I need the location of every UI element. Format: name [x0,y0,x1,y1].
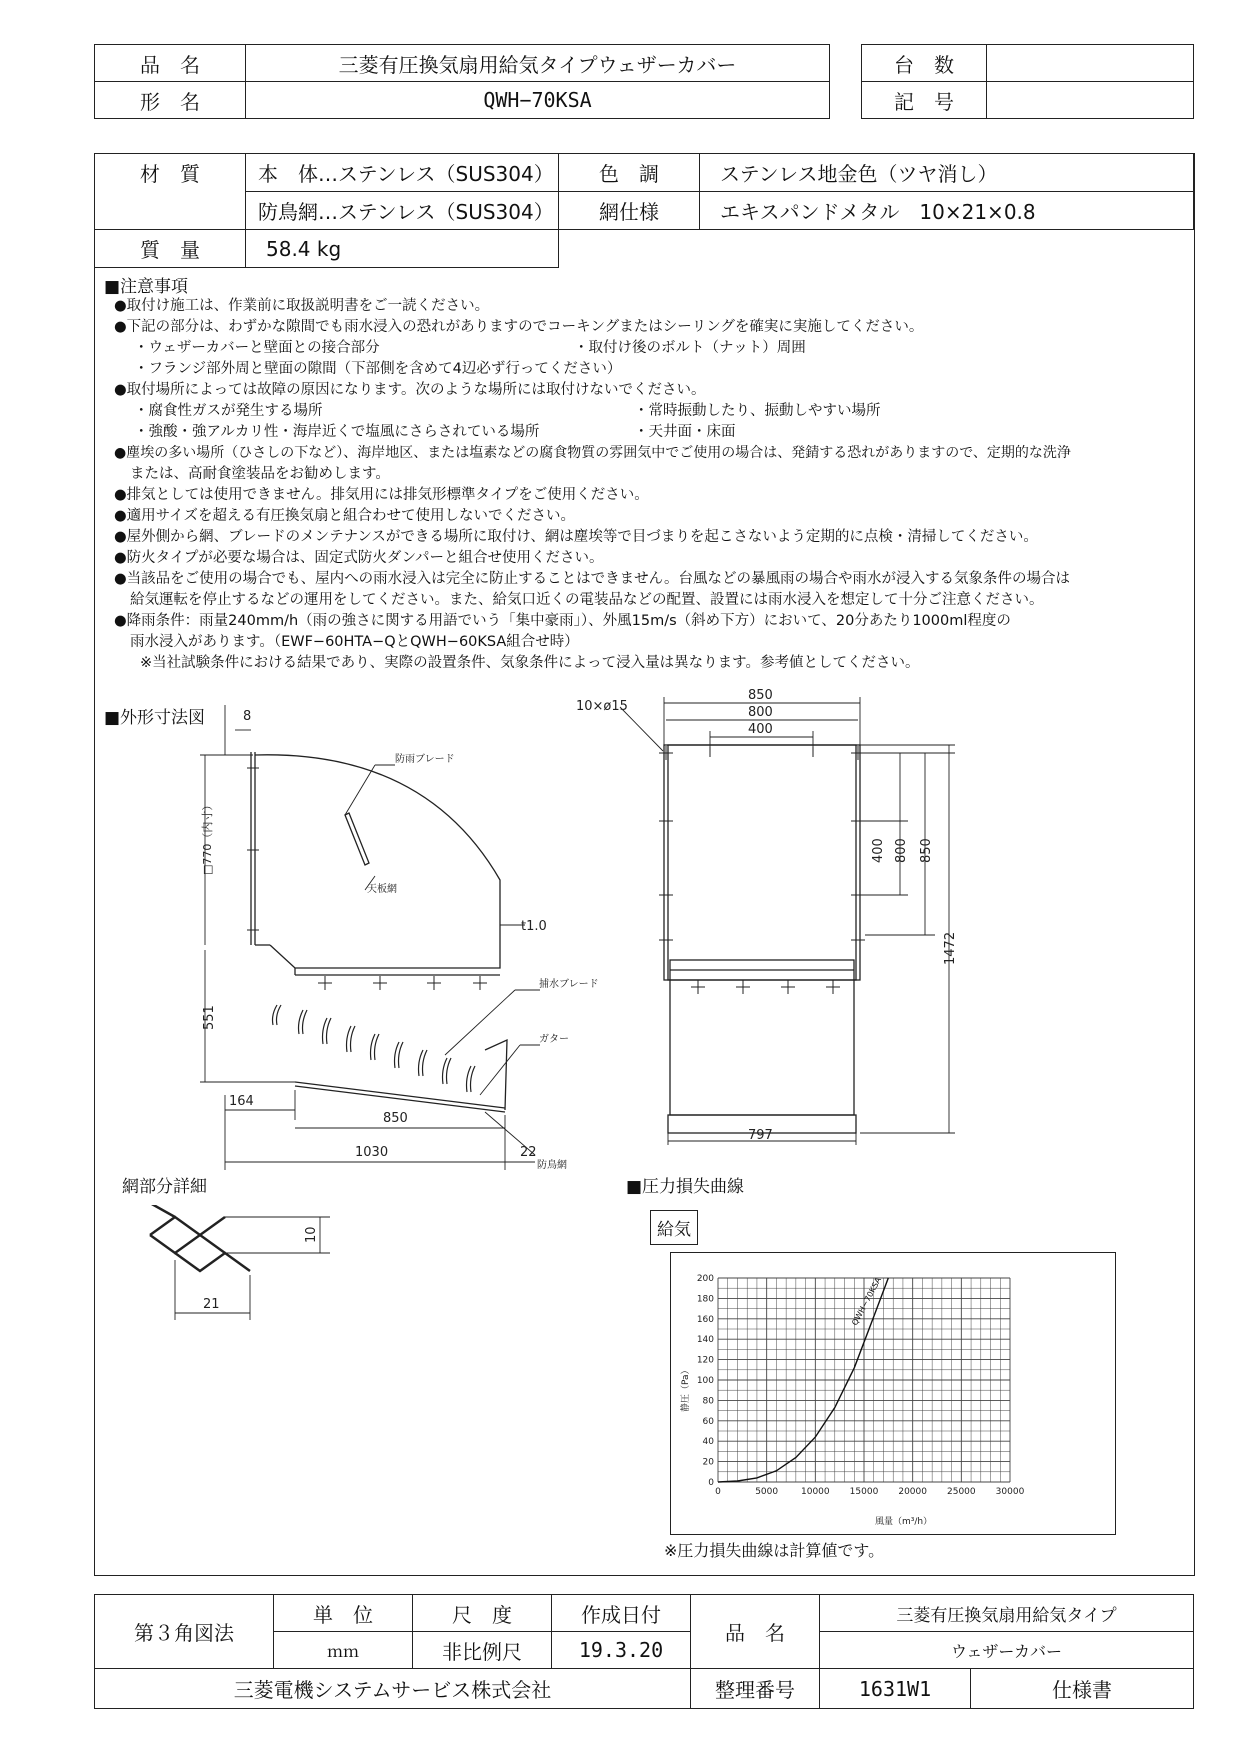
x-tick-label: 30000 [995,1487,1025,1497]
footer-table [94,1594,1194,1709]
product-name-label: 品 名 [95,45,246,82]
mass-label: 質 量 [95,230,246,268]
chart-xlabel: 風量（m³/h） [875,1517,933,1527]
chart-ylabel: 静圧（Pa） [681,1365,691,1412]
net-dim-21: 21 [203,1297,220,1312]
note-line: ●取付け施工は、作業前に取扱説明書をご一読ください。 [114,298,490,314]
note-line: ●防火タイプが必要な場合は、固定式防火ダンパーと組合せ使用ください。 [114,550,604,566]
chart-title: ■圧力損失曲線 [626,1177,745,1197]
front-h1472: 1472 [943,931,958,965]
note-line: ※当社試験条件における結果であり、実際の設置条件、気象条件によって浸入量は異なります。参考値としてください。 [140,655,920,671]
x-tick-label: 5000 [755,1487,779,1497]
front-holes: 10×ø15 [576,699,628,714]
quantity-table [861,44,1194,119]
note-line: 給気運転を停止するなどの運用をしてください。また、給気口近くの電装品などの配置、設置には雨水浸入を想定して十分ご注意ください。 [130,592,1044,608]
note-line: ・取付け後のボルト（ナット）周囲 [574,340,806,356]
note-line: ・フランジ部外周と壁面の隙間（下部側を含めて4辺必ず行ってください） [134,361,622,377]
note-line: または、高耐食塗装品をお勧めします。 [130,466,390,482]
header-table [94,44,830,119]
net-spec-value: エキスパンドメタル 10×21×0.8 [700,192,1194,230]
front-w400: 400 [748,722,773,737]
label-catch-blade: 捕水ブレード [539,979,599,990]
spec-table [94,153,1194,268]
note-line: 雨水浸入があります。（EWF−60HTA−QとQWH−60KSA組合せ時） [130,634,579,650]
color-label: 色 調 [559,154,700,192]
symbol-value [987,82,1194,119]
note-line: ●排気としては使用できません。排気用には排気形標準タイプをご使用ください。 [114,487,649,503]
footer-name-line2: ウェザーカバー [820,1632,1194,1669]
symbol-label: 記 号 [862,82,987,119]
scale-label: 尺 度 [413,1595,552,1632]
note-line: ●取付場所によっては故障の原因になります。次のような場所には取付けないでください。 [114,382,706,398]
y-tick-label: 20 [702,1457,714,1468]
drawing-title: ■外形寸法図 [104,708,206,728]
front-w850: 850 [748,688,773,703]
note-line: ●適用サイズを超える有圧換気扇と組合わせて使用しないでください。 [114,508,575,524]
material-label: 材 質 [95,154,246,192]
color-value: ステンレス地金色（ツヤ消し） [700,154,1194,192]
note-line: ●当該品をご使用の場合でも、屋内への雨水浸入は完全に防止することはできません。台風などの暴風雨の場合や雨水が浸入する気象条件の場合は [114,571,1071,587]
date-value: 19.3.20 [552,1632,691,1669]
scale-value: 非比例尺 [413,1632,552,1669]
projection-method: 第３角図法 [95,1595,274,1669]
company-name: 三菱電機システムサービス株式会社 [95,1669,691,1709]
y-tick-label: 40 [702,1437,714,1448]
y-tick-label: 140 [696,1335,714,1346]
mass-value: 58.4 kg [246,230,559,268]
dim-770: □770（内寸） [201,799,214,875]
model-number: QWH−70KSA [246,82,830,119]
y-tick-label: 80 [702,1396,714,1407]
note-line: ・常時振動したり、振動しやすい場所 [634,403,881,419]
y-tick-label: 200 [696,1274,714,1284]
unit-label: 単 位 [274,1595,413,1632]
net-spec-label: 網仕様 [559,192,700,230]
front-w800: 800 [748,705,773,720]
notes-title: ■注意事項 [104,277,189,297]
y-tick-label: 120 [696,1355,714,1366]
front-w797: 797 [748,1128,773,1143]
front-h850: 850 [919,838,934,863]
x-tick-label: 0 [715,1487,721,1497]
quantity-label: 台 数 [862,45,987,82]
dim-t: t1.0 [521,919,547,934]
note-line: ●屋外側から網、ブレードのメンテナンスができる場所に取付け、網は塵埃等で目づまりを起こさないよう定期的に点検・清掃してください。 [114,529,1038,545]
y-tick-label: 100 [696,1376,714,1386]
dim-1030: 1030 [355,1145,389,1160]
series-label: QWH−70KSA [850,1275,884,1327]
front-h400: 400 [871,838,886,863]
y-tick-label: 0 [708,1478,714,1488]
number-label: 整理番号 [691,1669,820,1709]
notes-list [104,296,1184,674]
x-tick-label: 10000 [801,1487,830,1497]
product-name: 三菱有圧換気扇用給気タイプウェザーカバー [246,45,830,82]
number-value: 1631W1 [820,1669,971,1709]
footer-name-line1: 三菱有圧換気扇用給気タイプ [820,1595,1194,1632]
label-top-net: 天板網 [367,884,397,895]
y-tick-label: 180 [696,1294,714,1305]
dim-8: 8 [243,709,252,724]
label-gutter: ガター [539,1034,569,1045]
x-tick-label: 25000 [947,1487,976,1497]
note-line: ・腐食性ガスが発生する場所 [134,403,323,419]
note-line: ・強酸・強アルカリ性・海岸近くで塩風にさらされている場所 [134,424,540,440]
pressure-loss-chart [670,1252,1116,1535]
note-line: ●下記の部分は、わずかな隙間でも雨水浸入の恐れがありますのでコーキングまたはシーリングを確実に実施してください。 [114,319,924,335]
chart-tag: 給気 [650,1210,698,1245]
date-label: 作成日付 [552,1595,691,1632]
front-view-drawing [560,685,980,1145]
x-tick-label: 15000 [849,1487,879,1497]
dim-22: 22 [520,1145,537,1160]
note-line: ・ウェザーカバーと壁面との接合部分 [134,340,380,356]
label-rain-blade: 防雨ブレード [395,754,455,765]
dim-850: 850 [383,1111,408,1126]
y-tick-label: 60 [702,1416,714,1427]
dim-551: 551 [202,1005,217,1030]
chart-note: ※圧力損失曲線は計算値です。 [664,1541,885,1560]
note-line: ●降雨条件：雨量240mm/h（雨の強さに関する用語でいう「集中豪雨」）、外風15m/s（斜め下方）において、20分あたり1000ml程度の [114,613,1011,629]
net-detail-drawing [140,1205,340,1335]
footer-name-label: 品 名 [691,1595,820,1669]
net-dim-10: 10 [304,1226,319,1243]
note-line: ・天井面・床面 [634,424,736,440]
doc-type: 仕様書 [971,1669,1194,1709]
label-bird-net: 防鳥網 [537,1160,567,1170]
y-tick-label: 160 [696,1314,714,1325]
quantity-value [987,45,1194,82]
net-detail-title: 網部分詳細 [122,1177,207,1197]
note-line: ●塵埃の多い場所（ひさしの下など）、海岸地区、または塩素などの腐食物質の雰囲気中でご使用の場合は、発錆する恐れがありますので、定期的な洗浄 [114,445,1071,461]
model-label: 形 名 [95,82,246,119]
front-h800: 800 [894,838,909,863]
material-body: 本 体…ステンレス（SUS304） [246,154,559,192]
x-tick-label: 20000 [898,1487,927,1497]
material-net: 防鳥網…ステンレス（SUS304） [246,192,559,230]
dim-164: 164 [229,1094,254,1109]
unit-value: ｍｍ [274,1632,413,1669]
